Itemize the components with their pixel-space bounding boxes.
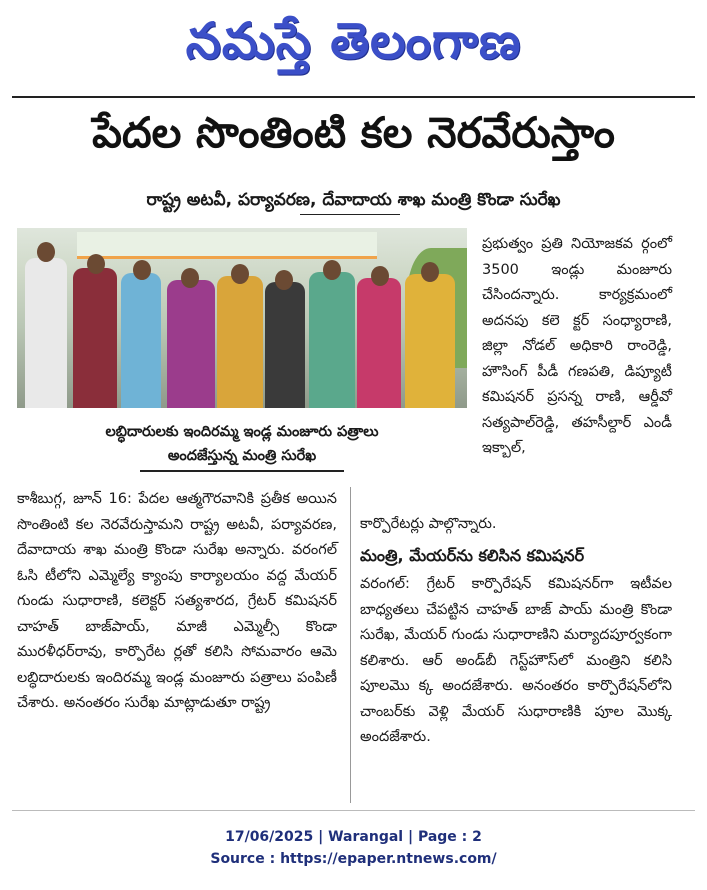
footer-divider [12, 810, 695, 811]
article-right-text-mid: కార్పొరేటర్లు పాల్గొన్నారు. [360, 516, 497, 532]
column-divider [350, 487, 351, 803]
side-article-headline: మంత్రి, మేయర్‌ను కలిసిన కమిషనర్ [360, 546, 585, 565]
article-right-column-mid [360, 512, 672, 538]
subhead-divider [300, 214, 400, 215]
footer [0, 826, 707, 870]
article-left-column [17, 487, 337, 717]
photo-caption [17, 420, 467, 472]
footer-date-line: 17/06/2025 | Warangal | Page : 2 [225, 829, 482, 845]
article-left-text: కాశీబుగ్గ, జూన్ 16: పేదల ఆత్మగౌరవానికి ప్రతీక అయిన సొంతింటి కల నెరవేరుస్తామని రాష్ట్ర అటవీ, పర్యావరణ, దేవాదాయ శాఖ మంత్రి కొండా సురేఖ అన్నారు. వరంగల్ ఓసి టీలోని ఎమ్మెల్యే క్యాంపు కార్యాలయం వద్ద మేయర్ గుండు సుధారాణి, కలెక్టర్ సత్యశారద, గ్రేటర్ కమిషనర్ చాహత్ బాజ్‌పాయ్, మాజీ ఎమ్మెల్సీ కొండా మురళీధర్‌రావు, కార్పొరేట ర్లతో కలిసి సోమవారం ఆమె లబ్ధిదారులకు ఇందిరమ్మ ఇండ్ల మంజూరు పత్రాలు పంపిణీ చేశారు. అనంతరం సురేఖ మాట్లాడుతూ రాష్ట్ర [17, 491, 337, 711]
masthead-title: నమస్తే తెలంగాణ [185, 11, 522, 70]
article-headline: పేదల సొంతింటి కల నెరవేరుస్తాం [92, 108, 615, 157]
article-subheadline: రాష్ట్ర అటవీ, పర్యావరణ, దేవాదాయ శాఖ మంత్రి కొండా సురేఖ [146, 190, 561, 210]
footer-source-line: Source : https://epaper.ntnews.com/ [210, 851, 497, 867]
masthead-divider [12, 96, 695, 98]
article-right-column-top [482, 232, 672, 462]
article-right-text-top: ప్రభుత్వం ప్రతి నియోజకవ ర్గంలో 3500 ఇండ్లు మంజూరు చేసిందన్నారు. కార్యక్రమంలో అదనపు కలె క్టర్ సంధ్యారాణి, జిల్లా నోడల్ అధికారి రాంరెడ్డి, హౌసింగ్ పీడీ గణపతి, డిప్యూటీ కమిషనర్ ప్రసన్న రాణి, ఆర్డీవో సత్యపాల్‌రెడ్డి, తహసీల్దార్ ఎండీ ఇక్బాల్, [482, 236, 672, 456]
side-article-column [360, 572, 672, 751]
photo-caption-line2: అందజేస్తున్న మంత్రి సురేఖ [140, 444, 344, 472]
article-photo [17, 228, 467, 408]
photo-caption-line1: లబ్ధిదారులకు ఇందిరమ్మ ఇండ్ల మంజూరు పత్రాలు [105, 424, 379, 440]
side-article-text: వరంగల్: గ్రేటర్ కార్పొరేషన్ కమిషనర్‌గా ఇటీవల బాధ్యతలు చేపట్టిన చాహత్ బాజ్ పాయ్ మంత్రి కొండా సురేఖ, మేయర్ గుండు సుధారాణిని మర్యాదపూర్వకంగా కలిశారు. ఆర్ అండ్‌బీ గెస్ట్‌హౌస్‌లో మంత్రిని కలిసి పూలమొ క్క అందజేశారు. అనంతరం కార్పొరేషన్‌లోని చాంబర్‌కు వెళ్లి మేయర్ సుధారాణికి పూల మొక్క అందజేశారు. [360, 576, 672, 745]
